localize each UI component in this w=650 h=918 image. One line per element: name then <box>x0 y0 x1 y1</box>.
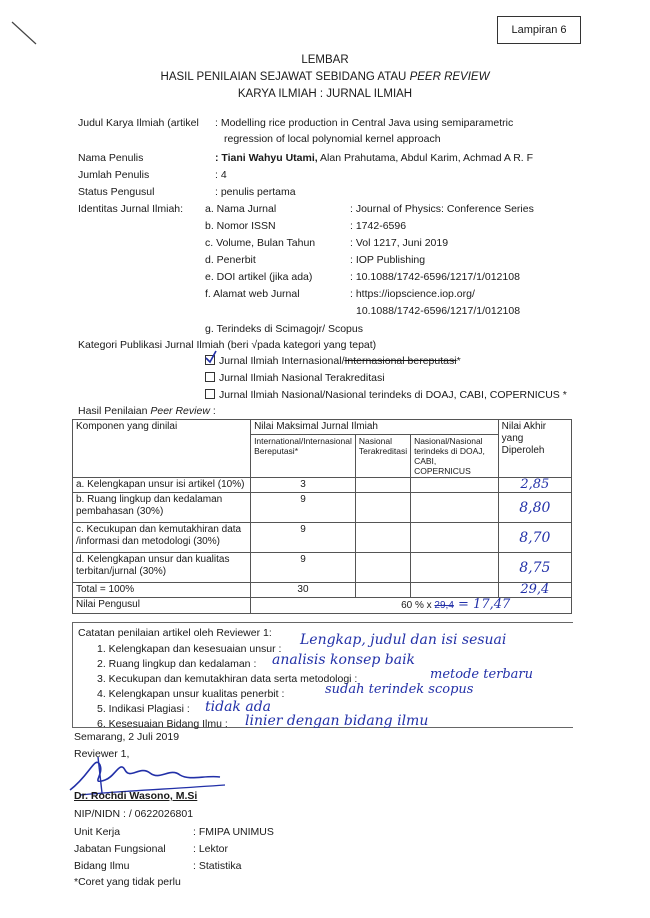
field-web-value-2: 10.1088/1742-6596/1217/1/012108 <box>356 305 521 317</box>
kategori-option-internasional: Jurnal Ilmiah Internasional/Internasional bereputasi* <box>205 355 461 367</box>
jumlah-value: : 4 <box>215 169 227 181</box>
title-hasil: HASIL PENILAIAN SEJAWAT SEBIDANG ATAU PEER REVIEW <box>160 71 490 83</box>
sub-internasional: International/Internasional Bereputasi* <box>251 435 356 478</box>
field-penerbit-value: : IOP Publishing <box>350 254 426 266</box>
col-nilai-maksimal: Nilai Maksimal Jurnal Ilmiah <box>251 420 499 435</box>
row-komponen: b. Ruang lingkup dan kedalaman pembahasan (30%) <box>73 493 251 523</box>
notes-title: Catatan penilaian artikel oleh Reviewer 1: <box>78 627 272 639</box>
row-max: 9 <box>251 553 356 583</box>
field-web-label: f. Alamat web Jurnal <box>205 288 300 300</box>
pengusul-value: 60 % x 29,4 = 17,47 <box>251 598 572 614</box>
lampiran-box: Lampiran 6 <box>497 16 581 44</box>
field-nama-jurnal-label: a. Nama Jurnal <box>205 203 277 215</box>
kategori-option-nasional-terindeks: Jurnal Ilmiah Nasional/Nasional terindeks di DOAJ, CABI, COPERNICUS * <box>205 389 567 401</box>
field-doi-value: : 10.1088/1742-6596/1217/1/012108 <box>350 271 520 283</box>
sub-nasional-terindeks: Nasional/Nasional terindeks di DOAJ, CABI, COPERNICUS <box>411 435 499 478</box>
reviewer-name: Dr. Rochdi Wasono, M.Si <box>74 790 198 802</box>
table-row <box>73 478 572 493</box>
reviewer-label: Reviewer 1, <box>74 748 130 760</box>
table-row <box>73 553 572 583</box>
note-handwritten-2: analisis konsep baik <box>272 652 416 668</box>
identitas-label: Identitas Jurnal Ilmiah: <box>78 203 184 215</box>
row-komponen: c. Kecukupan dan kemutakhiran data /informasi dan metodologi (30%) <box>73 523 251 553</box>
total-max: 30 <box>251 583 356 598</box>
table-header-row <box>73 420 572 435</box>
nama-value: : Tiani Wahyu Utami, Alan Prahutama, Abdul Karim, Achmad A R. F <box>215 152 534 164</box>
judul-label: Judul Karya Ilmiah (artikel <box>78 117 199 129</box>
checkbox-icon <box>205 389 215 399</box>
row-komponen: a. Kelengkapan unsur isi artikel (10%) <box>73 478 251 493</box>
field-volume-value: : Vol 1217, Juni 2019 <box>350 237 449 249</box>
row-akhir: 8,75 <box>498 553 571 583</box>
table-pengusul-row <box>73 598 572 614</box>
total-akhir: 29,4 <box>498 583 571 598</box>
nama-label: Nama Penulis <box>78 152 144 164</box>
title-lembar: LEMBAR <box>301 54 349 66</box>
note-label-6: 6. Kesesuaian Bidang Ilmu : <box>97 718 228 730</box>
status-value: : penulis pertama <box>215 186 296 198</box>
note-handwritten-3: metode terbaru <box>430 667 534 682</box>
total-label: Total = 100% <box>73 583 251 598</box>
judul-value-2: regression of local polynomial kernel approach <box>224 133 441 145</box>
note-label-5: 5. Indikasi Plagiasi : <box>97 703 190 715</box>
row-komponen: d. Kelengkapan unsur dan kualitas terbitan/jurnal (30%) <box>73 553 251 583</box>
row-akhir: 8,80 <box>498 493 571 523</box>
note-label-4: 4. Kelengkapan unsur kualitas penerbit : <box>97 688 285 700</box>
field-penerbit-label: d. Penerbit <box>205 254 256 266</box>
unit-label: Unit Kerja <box>74 826 121 838</box>
note-handwritten-6: linier dengan bidang ilmu <box>245 713 429 729</box>
grading-table <box>72 419 572 614</box>
pengusul-label: Nilai Pengusul <box>73 598 251 614</box>
kategori-label: Kategori Publikasi Jurnal Ilmiah (beri √pada kategori yang tepat) <box>78 339 377 351</box>
bidang-value: : Statistika <box>193 860 242 872</box>
field-nama-jurnal-value: : Journal of Physics: Conference Series <box>350 203 534 215</box>
status-label: Status Pengusul <box>78 186 155 198</box>
col-komponen: Komponen yang dinilai <box>73 420 251 478</box>
checkbox-checked-icon <box>205 355 215 365</box>
field-web-value: : https://iopscience.iop.org/ <box>350 288 475 300</box>
title-karya: KARYA ILMIAH : JURNAL ILMIAH <box>237 88 413 100</box>
col-nilai-akhir: Nilai Akhir yang Diperoleh <box>498 420 571 478</box>
field-issn-value: : 1742-6596 <box>350 220 407 232</box>
table-row <box>73 523 572 553</box>
field-volume-label: c. Volume, Bulan Tahun <box>205 237 316 249</box>
place-date: Semarang, 2 Juli 2019 <box>74 731 180 743</box>
bidang-label: Bidang Ilmu <box>74 860 130 872</box>
row-max: 3 <box>251 478 356 493</box>
field-terindeks: g. Terindeks di Scimagojr/ Scopus <box>205 323 363 335</box>
hasil-label: Hasil Penilaian Peer Review : <box>78 405 216 417</box>
field-doi-label: e. DOI artikel (jika ada) <box>205 271 313 283</box>
jumlah-label: Jumlah Penulis <box>78 169 150 181</box>
judul-value-1: : Modelling rice production in Central Java using semiparametric <box>215 117 514 129</box>
field-issn-label: b. Nomor ISSN <box>205 220 276 232</box>
unit-value: : FMIPA UNIMUS <box>193 826 274 838</box>
note-label-3: 3. Kecukupan dan kemutakhiran data serta metodologi : <box>97 673 358 685</box>
row-max: 9 <box>251 493 356 523</box>
table-row <box>73 493 572 523</box>
checkbox-icon <box>205 372 215 382</box>
note-handwritten-4: sudah terindek scopus <box>325 682 474 697</box>
table-total-row <box>73 583 572 598</box>
note-label-1: 1. Kelengkapan dan kesesuaian unsur : <box>97 643 282 655</box>
note-handwritten-5: tidak ada <box>205 699 272 715</box>
kategori-option-nasional-akreditasi: Jurnal Ilmiah Nasional Terakreditasi <box>205 372 385 384</box>
jabatan-value: : Lektor <box>193 843 229 855</box>
sub-nasional-terakreditasi: Nasional Terakreditasi <box>355 435 410 478</box>
nip: NIP/NIDN : / 0622026801 <box>74 808 194 820</box>
row-max: 9 <box>251 523 356 553</box>
footnote: *Coret yang tidak perlu <box>74 876 181 888</box>
row-akhir: 8,70 <box>498 523 571 553</box>
note-handwritten-1: Lengkap, judul dan isi sesuai <box>300 632 507 648</box>
jabatan-label: Jabatan Fungsional <box>74 843 166 855</box>
corner-pen-mark <box>10 20 40 48</box>
row-akhir: 2,85 <box>498 478 571 493</box>
note-label-2: 2. Ruang lingkup dan kedalaman : <box>97 658 257 670</box>
